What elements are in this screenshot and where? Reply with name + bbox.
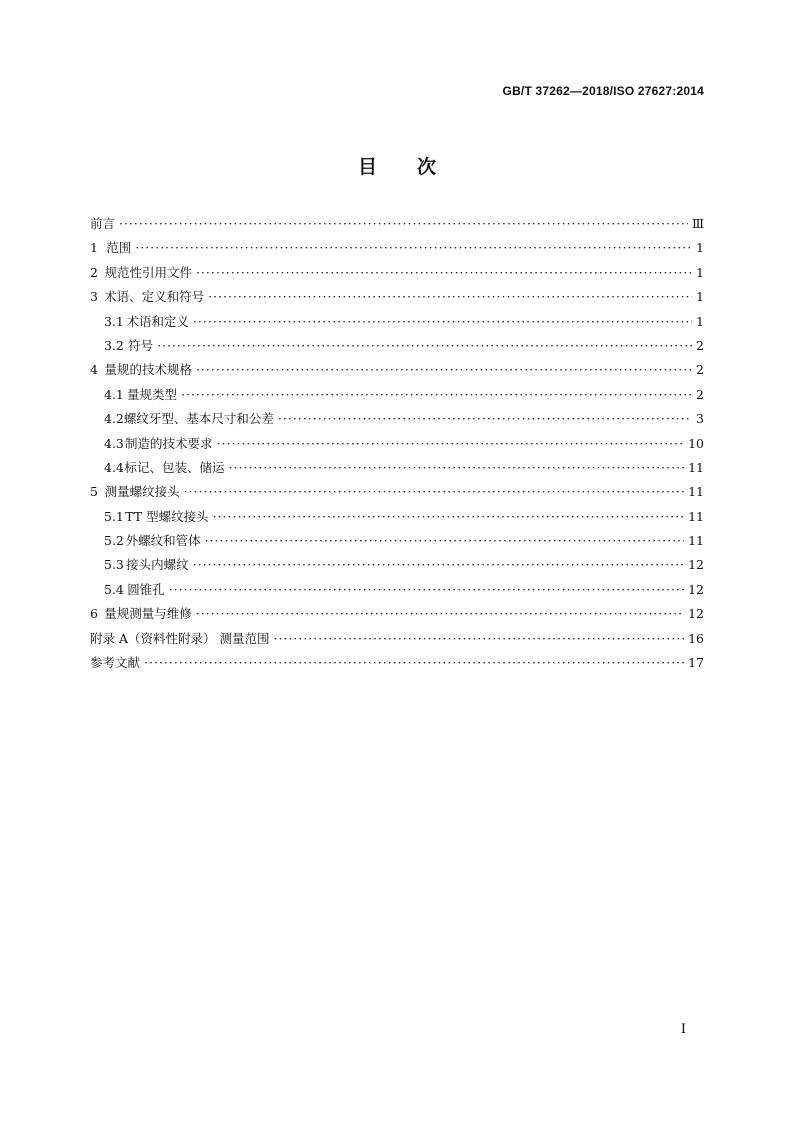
toc-entry-number: 4.2 xyxy=(104,411,124,427)
toc-entry[interactable] xyxy=(90,434,704,458)
toc-dot-leader xyxy=(217,436,685,449)
toc-entry-page: 16 xyxy=(688,630,704,646)
toc-entry-number: 5 xyxy=(90,484,98,500)
toc-entry[interactable] xyxy=(90,482,704,506)
toc-entry[interactable] xyxy=(90,531,704,555)
toc-entry-number: 3.2 xyxy=(104,337,124,353)
toc-dot-leader xyxy=(208,289,692,302)
toc-entry[interactable] xyxy=(90,287,704,311)
toc-entry-number: 4.4 xyxy=(104,459,124,475)
toc-dot-leader xyxy=(169,582,684,595)
toc-dot-leader xyxy=(193,557,684,570)
toc-entry[interactable] xyxy=(90,263,704,287)
toc-entry-label: 制造的技术要求 xyxy=(125,435,213,451)
toc-entry[interactable] xyxy=(90,555,704,579)
toc-dot-leader xyxy=(193,314,692,327)
toc-dot-leader xyxy=(229,460,685,473)
toc-entry[interactable] xyxy=(90,629,704,653)
toc-entry[interactable] xyxy=(90,409,704,433)
toc-entry-number: 5.3 xyxy=(104,557,124,573)
toc-entry-number: 3.1 xyxy=(104,313,124,329)
toc-entry-number: 2 xyxy=(90,264,98,280)
toc-entry-label: TT 型螺纹接头 xyxy=(125,508,209,524)
toc-entry-number: 3 xyxy=(90,289,98,305)
toc-entry-number: 5.1 xyxy=(104,508,124,524)
toc-entry-page: 2 xyxy=(696,337,704,353)
toc-entry[interactable] xyxy=(90,507,704,531)
toc-entry-page: 1 xyxy=(696,289,704,305)
table-of-contents xyxy=(90,214,704,677)
toc-dot-leader xyxy=(196,265,692,278)
toc-dot-leader xyxy=(205,533,685,546)
toc-entry-number: 1 xyxy=(90,240,98,256)
toc-entry-label: 标记、包装、储运 xyxy=(124,459,225,475)
toc-entry-page: 2 xyxy=(696,362,704,378)
toc-entry-number: 5.2 xyxy=(104,533,124,549)
toc-entry[interactable] xyxy=(90,385,704,409)
toc-entry-label: 规范性引用文件 xyxy=(104,264,192,280)
toc-dot-leader xyxy=(273,631,684,644)
toc-entry-page: 1 xyxy=(696,264,704,280)
toc-entry-number: 5.4 xyxy=(104,581,124,597)
toc-entry-page: 10 xyxy=(688,435,704,451)
toc-entry-label: 量规测量与维修 xyxy=(104,606,192,622)
toc-entry-page: 11 xyxy=(688,533,704,549)
toc-dot-leader xyxy=(196,606,684,619)
toc-entry-label: 量规的技术规格 xyxy=(104,362,192,378)
toc-entry-label: 术语、定义和符号 xyxy=(104,289,205,305)
toc-entry[interactable] xyxy=(90,604,704,628)
toc-entry-label: 测量螺纹接头 xyxy=(104,484,180,500)
toc-entry-page: Ⅲ xyxy=(691,216,704,231)
toc-entry-page: 12 xyxy=(688,581,704,597)
toc-dot-leader xyxy=(119,216,688,229)
toc-entry[interactable] xyxy=(90,312,704,336)
toc-dot-leader xyxy=(144,655,684,668)
toc-entry-number: 6 xyxy=(90,606,98,622)
toc-dot-leader xyxy=(196,362,692,375)
toc-entry[interactable] xyxy=(90,214,704,238)
toc-entry-page: 12 xyxy=(688,606,704,622)
toc-entry-label: 圆锥孔 xyxy=(127,581,165,597)
toc-entry-label: 参考文献 xyxy=(90,655,141,671)
toc-entry-page: 2 xyxy=(696,386,704,402)
toc-dot-leader xyxy=(135,240,692,253)
toc-entry-label: 范围 xyxy=(106,240,132,256)
toc-entry-label: 量规类型 xyxy=(126,386,177,402)
toc-entry-page: 3 xyxy=(696,411,704,427)
toc-dot-leader xyxy=(184,484,685,497)
toc-entry-page: 11 xyxy=(688,459,704,475)
toc-entry-number: 4 xyxy=(90,362,98,378)
toc-entry-label: 附录 A（资料性附录） 测量范围 xyxy=(90,630,270,646)
toc-entry[interactable] xyxy=(90,238,704,262)
page-number: I xyxy=(680,1022,686,1037)
toc-entry-label: 外螺纹和管体 xyxy=(125,533,201,549)
toc-entry-label: 前言 xyxy=(90,216,116,231)
standard-code: GB/T 37262—2018/ISO 27627:2014 xyxy=(502,84,704,98)
toc-entry-page: 11 xyxy=(688,508,704,524)
toc-entry-label: 术语和定义 xyxy=(126,313,189,329)
toc-entry[interactable] xyxy=(90,360,704,384)
toc-dot-leader xyxy=(181,387,692,400)
toc-entry[interactable] xyxy=(90,580,704,604)
toc-entry-page: 17 xyxy=(688,655,704,671)
toc-entry-number: 4.3 xyxy=(104,435,124,451)
toc-dot-leader xyxy=(213,509,685,522)
toc-entry-label: 接头内螺纹 xyxy=(126,557,189,573)
toc-entry[interactable] xyxy=(90,653,704,677)
toc-entry-number: 4.1 xyxy=(104,386,124,402)
toc-entry-label: 螺纹牙型、基本尺寸和公差 xyxy=(123,411,274,427)
toc-entry-page: 12 xyxy=(688,557,704,573)
toc-entry[interactable] xyxy=(90,458,704,482)
toc-entry-page: 1 xyxy=(696,313,704,329)
toc-entry[interactable] xyxy=(90,336,704,360)
toc-entry-label: 符号 xyxy=(128,337,154,353)
toc-dot-leader xyxy=(157,338,692,351)
toc-entry-page: 11 xyxy=(688,484,704,500)
toc-entry-page: 1 xyxy=(696,240,704,256)
page-title: 目次 xyxy=(357,156,476,178)
toc-dot-leader xyxy=(278,411,692,424)
